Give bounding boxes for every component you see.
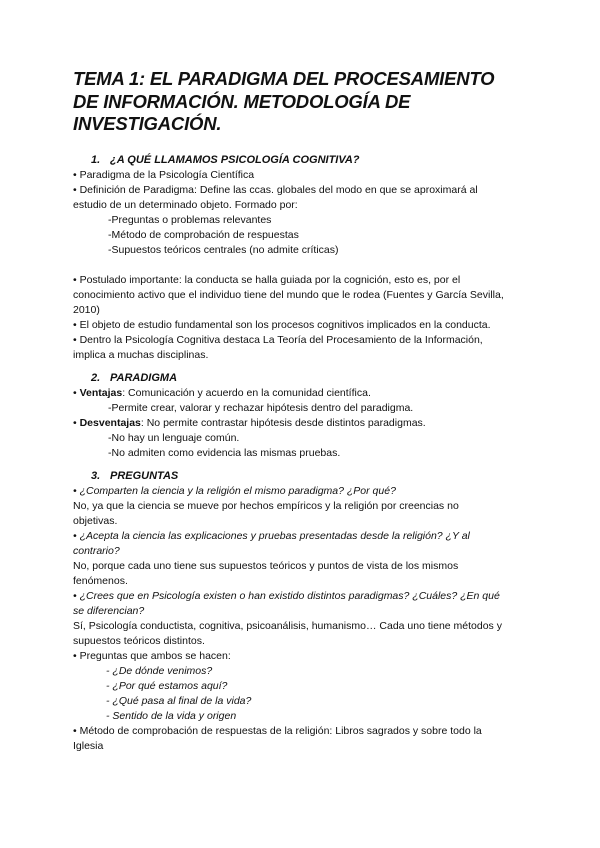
paragraph-line: • Paradigma de la Psicología Científica: [73, 168, 255, 181]
list-item: - ¿Por qué estamos aquí?: [106, 679, 228, 692]
paragraph-line: estudio de un determinado objeto. Formado por:: [73, 198, 298, 211]
title-line: INVESTIGACIÓN.: [73, 113, 222, 134]
desventajas-text: : No permite contrastar hipótesis desde distintos paradigmas.: [140, 416, 426, 429]
desventajas-label: Desventajas: [79, 416, 141, 429]
answer-line: No, ya que la ciencia se mueve por hechos empíricos y la religión por creencias no: [73, 499, 459, 512]
section-number: 3.: [91, 469, 101, 482]
paragraph-line: • Preguntas que ambos se hacen:: [73, 649, 231, 662]
desventajas-line: • Desventajas: No permite contrastar hipótesis desde distintos paradigmas.: [73, 416, 426, 429]
paragraph-line: conocimiento activo que el individuo tiene del mundo que le rodea (Fuentes y García Sevilla,: [73, 288, 504, 301]
section-heading: [73, 371, 533, 386]
paragraph-line: • Método de comprobación de respuestas de la religión: Libros sagrados y sobre todo la: [73, 724, 482, 737]
ventajas-line: • Ventajas: Comunicación y acuerdo en la comunidad científica.: [73, 386, 371, 399]
question-line: se diferencian?: [73, 604, 145, 617]
document-page: [73, 68, 533, 754]
answer-line: No, porque cada uno tiene sus supuestos teóricos y puntos de vista de los mismos: [73, 559, 459, 572]
section-number: 1.: [91, 153, 101, 166]
answer-line: supuestos teóricos distintos.: [73, 634, 205, 647]
question-line: contrario?: [73, 544, 120, 557]
section-title: PREGUNTAS: [110, 469, 179, 482]
list-item: - ¿Qué pasa al final de la vida?: [106, 694, 252, 707]
ventajas-label: Ventajas: [79, 386, 123, 399]
sub-item: -Preguntas o problemas relevantes: [108, 213, 272, 226]
sub-item: -No admiten como evidencia las mismas pruebas.: [108, 446, 341, 459]
answer-line: Sí, Psicología conductista, cognitiva, psicoanálisis, humanismo… Cada uno tiene métodos y: [73, 619, 502, 632]
ventajas-text: : Comunicación y acuerdo en la comunidad científica.: [122, 386, 371, 399]
list-item: - ¿De dónde venimos?: [106, 664, 213, 677]
section-heading: [73, 469, 533, 484]
question-line: • ¿Comparten la ciencia y la religión el mismo paradigma? ¿Por qué?: [73, 484, 396, 497]
paragraph-line: • Dentro la Psicología Cognitiva destaca La Teoría del Procesamiento de la Información,: [73, 333, 483, 346]
list-item: - Sentido de la vida y origen: [106, 709, 237, 722]
section-heading: [73, 153, 533, 168]
question-line: • ¿Acepta la ciencia las explicaciones y pruebas presentadas desde la religión? ¿Y al: [73, 529, 470, 542]
paragraph-line: implica a muchas disciplinas.: [73, 348, 209, 361]
document-title: [73, 68, 533, 136]
sub-item: -Método de comprobación de respuestas: [108, 228, 299, 241]
question-line: • ¿Crees que en Psicología existen o han existido distintos paradigmas? ¿Cuáles? ¿En qué: [73, 589, 500, 602]
sub-item: -Permite crear, valorar y rechazar hipótesis dentro del paradigma.: [108, 401, 414, 414]
sub-item: -Supuestos teóricos centrales (no admite críticas): [108, 243, 339, 256]
sub-item: -No hay un lenguaje común.: [108, 431, 240, 444]
section-number: 2.: [91, 371, 101, 384]
answer-line: fenómenos.: [73, 574, 128, 587]
title-line: TEMA 1: EL PARADIGMA DEL PROCESAMIENTO: [73, 68, 495, 89]
section-title: PARADIGMA: [110, 371, 178, 384]
section-3: [73, 469, 533, 754]
paragraph-line: • Postulado importante: la conducta se halla guiada por la cognición, esto es, por el: [73, 273, 461, 286]
paragraph-line: • El objeto de estudio fundamental son los procesos cognitivos implicados en la conducta.: [73, 318, 491, 331]
title-line: DE INFORMACIÓN. METODOLOGÍA DE: [73, 90, 411, 112]
section-title: ¿A QUÉ LLAMAMOS PSICOLOGÍA COGNITIVA?: [110, 153, 360, 166]
paragraph-line: 2010): [73, 303, 100, 316]
section-2: [73, 371, 533, 461]
paragraph-line: • Definición de Paradigma: Define las ccas. globales del modo en que se aproximará al: [73, 183, 478, 196]
answer-line: objetivas.: [73, 514, 118, 527]
paragraph-line: Iglesia: [73, 739, 104, 752]
section-1: [73, 153, 533, 363]
